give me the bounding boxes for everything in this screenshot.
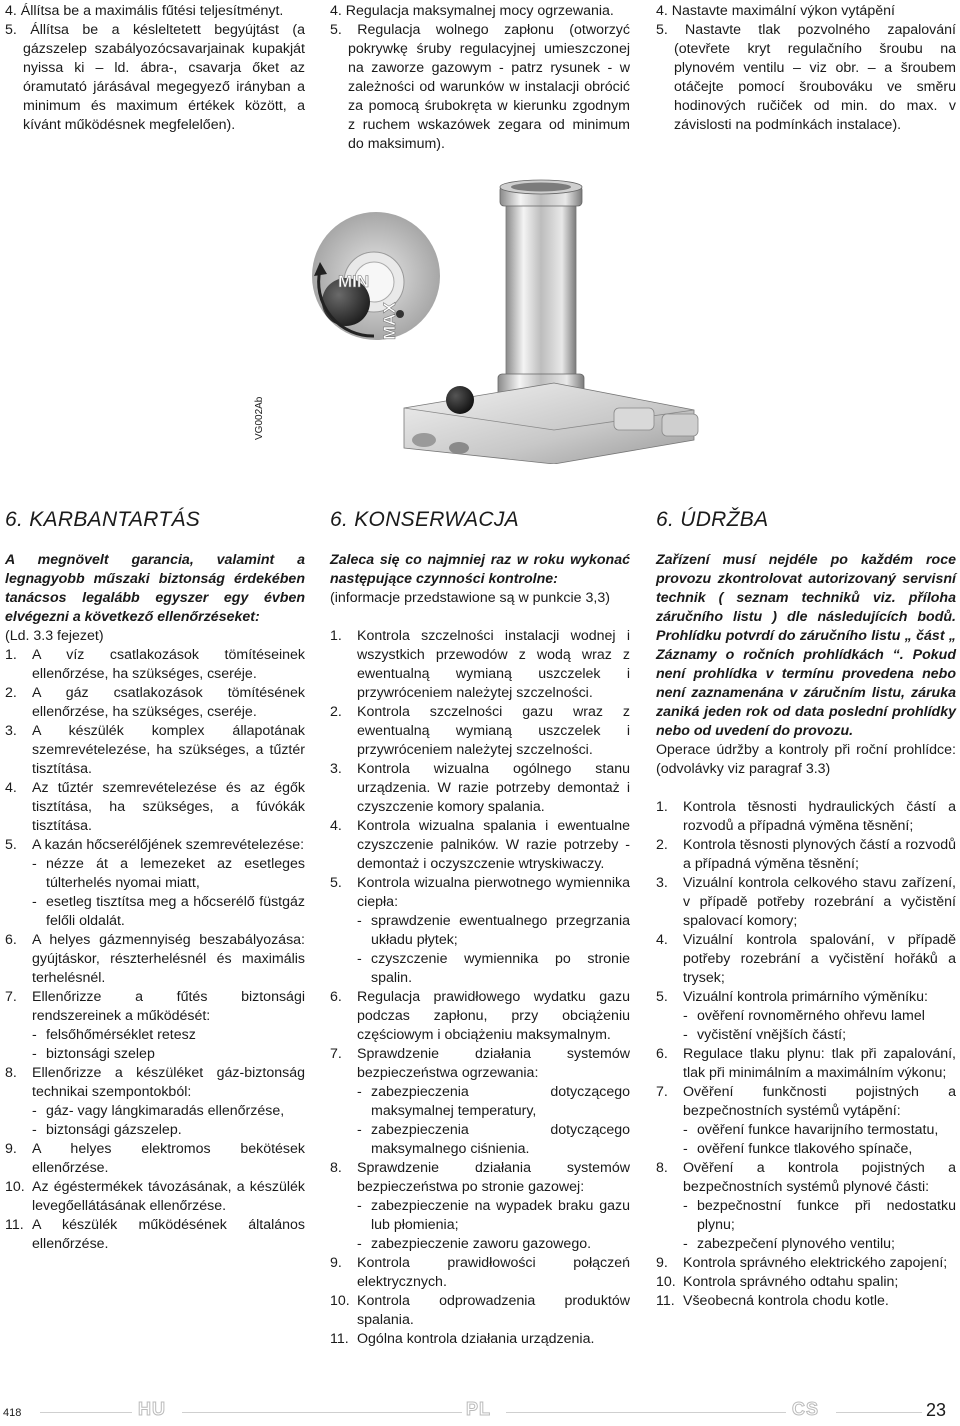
- item-number: 1.: [5, 647, 17, 663]
- hu-checklist: [5, 646, 305, 1254]
- item-text: Vizuální kontrola primárního výměníku:: [683, 989, 928, 1005]
- item-text: biztonsági szelep: [46, 1046, 155, 1062]
- item-number: 2.: [656, 837, 668, 853]
- item-text: ověření rovnoměrného ohřevu lamel: [697, 1008, 925, 1024]
- item-text: vyčistění vnějších částí;: [697, 1027, 847, 1043]
- hu-heading: 6. KARBANTARTÁS: [5, 508, 201, 531]
- pl-top-text: [330, 2, 630, 154]
- item-text: Ellenőrizze a fűtés biztonsági rendszereinek a működését:: [32, 989, 305, 1024]
- item-number: -: [357, 1084, 362, 1100]
- hu-top-step-4: 4. Állítsa be a maximális fűtési teljesítményt.: [5, 3, 284, 19]
- item-number: -: [357, 1122, 362, 1138]
- item-number: 9.: [656, 1255, 668, 1271]
- cs-checklist: [656, 798, 956, 1311]
- item-text: esetleg tisztítsa meg a hőcserélő füstgáz felőli oldalát.: [46, 894, 305, 929]
- pipe-shape: [506, 192, 576, 392]
- item-number: 4.: [330, 818, 342, 834]
- item-text: Kontrola szczelności gazu wraz z ewentualną wymianą uszczelek i przywróceniem należytej szczelności.: [357, 704, 630, 758]
- lang-code-cs: CS: [792, 1399, 820, 1419]
- item-number: -: [683, 1008, 688, 1024]
- pl-list-item: [330, 760, 630, 817]
- item-text: Regulace tlaku plynu: tlak při zapalování, tlak při minimálním a maximálním výkonu;: [683, 1046, 956, 1081]
- item-number: 8.: [5, 1065, 17, 1081]
- pl-reference: (informacje przedstawione są w punkcie 3,3): [330, 590, 610, 606]
- item-number: 7.: [656, 1084, 668, 1100]
- cs-list-item: [656, 1292, 956, 1311]
- item-number: 4.: [5, 780, 17, 796]
- cs-top-step-4: 4. Nastavte maximální výkon vytápění: [656, 3, 895, 19]
- hu-list-item: [5, 1216, 305, 1254]
- item-number: 7.: [5, 989, 17, 1005]
- pl-list-item: [330, 912, 630, 950]
- cs-list-item: [656, 988, 956, 1007]
- item-number: -: [32, 894, 37, 910]
- cs-list-item: [656, 798, 956, 836]
- hu-list-item: [5, 1064, 305, 1102]
- pl-list-item: [330, 627, 630, 703]
- item-text: Kontrola wizualna ogólnego stanu urządzenia. W razie potrzeby demontaż i czyszczenie komory spalania.: [357, 761, 630, 815]
- max-label: MAX: [380, 302, 399, 340]
- item-text: zabezpieczenie na wypadek braku gazu lub płomienia;: [371, 1198, 630, 1233]
- item-number: -: [357, 1236, 362, 1252]
- cs-maintenance-column: [656, 551, 956, 1311]
- hu-list-item: [5, 1121, 305, 1140]
- pl-list-item: [330, 988, 630, 1045]
- hu-list-item: [5, 931, 305, 988]
- item-text: A gáz csatlakozások tömítésének ellenőrzése, ha szükséges, cseréje.: [32, 685, 305, 720]
- item-text: Vizuální kontrola celkového stavu zařízení, v případě potřeby rozebrání a vyčistění spalovací komory;: [683, 875, 956, 929]
- page-number-right: 23: [925, 1400, 946, 1420]
- cs-list-item: [656, 1083, 956, 1121]
- pl-list-item: [330, 1292, 630, 1330]
- item-number: 5.: [5, 837, 17, 853]
- item-text: Kontrola správného odtahu spalin;: [683, 1274, 899, 1290]
- pl-list-item: [330, 874, 630, 912]
- hu-list-item: [5, 1102, 305, 1121]
- gas-valve-figure: [254, 178, 708, 464]
- hu-list-item: [5, 893, 305, 931]
- item-number: 3.: [5, 723, 17, 739]
- pl-top-step-5: 5. Regulacja wolnego zapłonu (otworzyć pokrywkę śruby regulacyjnej umieszczonej na zaworze gazowym - patrz rysunek - w zależności od warunków w instalacji obrócić za pomocą śrubokręta w kierunku zgodnym z ruchem wskazówek zegara od minimum do maksimum).: [330, 22, 630, 152]
- item-number: 11.: [656, 1293, 675, 1309]
- item-number: -: [683, 1141, 688, 1157]
- item-number: 2.: [5, 685, 17, 701]
- cs-list-item: [656, 1121, 956, 1140]
- item-number: 6.: [656, 1046, 668, 1062]
- item-text: Sprawdzenie działania systemów bezpieczeństwa ogrzewania:: [357, 1046, 630, 1081]
- item-number: 8.: [656, 1160, 668, 1176]
- item-text: Kontrola těsnosti plynových částí a rozvodů a případná výměna těsnění;: [683, 837, 956, 872]
- item-number: 11.: [330, 1331, 349, 1347]
- item-number: -: [357, 1198, 362, 1214]
- hu-list-item: [5, 646, 305, 684]
- item-text: Kontrola správného elektrického zapojení;: [683, 1255, 948, 1271]
- item-text: gáz- vagy lángkimaradás ellenőrzése,: [46, 1103, 285, 1119]
- cs-heading: 6. ÚDRŽBA: [656, 508, 769, 531]
- hu-list-item: [5, 855, 305, 893]
- pl-maintenance-column: [330, 551, 630, 1349]
- item-text: felsőhőmérséklet retesz: [46, 1027, 196, 1043]
- item-text: Kontrola szczelności instalacji wodnej i wszystkich przewodów z wodą wraz z ewentualną wymianą uszczelek i przywróceniem należytej szczelności.: [357, 628, 630, 701]
- hu-list-item: [5, 1026, 305, 1045]
- item-text: Kontrola wizualna pierwotnego wymiennika ciepła:: [357, 875, 630, 910]
- pl-heading: 6. KONSERWACJA: [330, 508, 519, 531]
- hu-list-item: [5, 988, 305, 1026]
- hu-list-item: [5, 684, 305, 722]
- cs-list-item: [656, 1140, 956, 1159]
- min-label: MIN: [338, 272, 370, 291]
- item-number: 4.: [656, 932, 668, 948]
- item-text: Kontrola těsnosti hydraulických částí a rozvodů a případná výměna těsnění;: [683, 799, 956, 834]
- pl-list-item: [330, 817, 630, 874]
- item-text: bezpečnostní funkce při nedostatku plynu;: [697, 1198, 956, 1233]
- item-text: zabezpieczenie zaworu gazowego.: [371, 1236, 592, 1252]
- item-number: -: [32, 856, 37, 872]
- item-number: -: [32, 1122, 37, 1138]
- hu-intro: A megnövelt garancia, valamint a legnagyobb műszaki biztonság érdekében tanácsos legalább egyszer egy évben elvégezni a következő ellenőrzéseket:: [5, 552, 305, 625]
- pl-list-item: [330, 1083, 630, 1121]
- hu-reference: (Ld. 3.3 fejezet): [5, 628, 104, 644]
- pl-checklist: [330, 627, 630, 1349]
- pl-list-item: [330, 1330, 630, 1349]
- item-number: 11.: [5, 1217, 24, 1233]
- item-number: 6.: [5, 932, 17, 948]
- pl-intro: Zaleca się co najmniej raz w roku wykonać następujące czynności kontrolne:: [330, 552, 630, 587]
- lang-code-hu: HU: [138, 1399, 166, 1419]
- item-text: Az tűztér szemrevételezése és az égők tisztítása, ha szükséges, a fúvókák tisztítása.: [32, 780, 305, 834]
- cs-top-step-5: 5. Nastavte tlak pozvolného zapalování (otevřete kryt regulačního šroubu na plynovém ventilu – viz obr. – a šroubem otáčejte pomocí šroubováku ve směru hodinových ručiček od min. do max. v závislosti na podmínkách instalace).: [656, 22, 956, 133]
- cs-intro: Zařízení musí nejdéle po každém roce provozu zkontrolovat autorizovaný servisní technik ( seznam techniků viz. příloha záručního listu ) dle následujících bodů. Prohlídku potvrdí do záručního listu „ část „ Záznamy o ročních prohlídkách “. Pokud není prohlídka v termínu provedena nebo není zaznamenána v záručním listu, záruka zaniká jeden rok od data poslední prohlídky nebo od uvedení do provozu.: [656, 552, 956, 739]
- item-text: Kontrola prawidłowości połączeń elektrycznych.: [357, 1255, 630, 1290]
- figure-code: VG002Ab: [254, 396, 265, 440]
- item-text: ověření funkce havarijního termostatu,: [697, 1122, 939, 1138]
- hu-top-step-5: 5. Állítsa be a késleltetett begyújtást (a gázszelep szabályozócsavarjainak kupakját nyissa ki – ld. ábra-, csavarja őket az óramutató járásával megegyező irányban a minimum és maximum értékek között, a kívánt működésnek megfelelően).: [5, 22, 305, 133]
- cs-list-item: [656, 1159, 956, 1197]
- hu-list-item: [5, 836, 305, 855]
- item-text: Všeobecná kontrola chodu kotle.: [683, 1293, 889, 1309]
- item-text: A helyes gázmennyiség beszabályozása: gyújtáskor, részterhelésnél és maximális terhelésnél.: [32, 932, 305, 986]
- item-number: 10.: [330, 1293, 350, 1309]
- item-number: 8.: [330, 1160, 342, 1176]
- item-text: Kontrola odprowadzenia produktów spalania.: [357, 1293, 630, 1328]
- cs-list-item: [656, 1007, 956, 1026]
- pl-top-step-4: 4. Regulacja maksymalnej mocy ogrzewania.: [330, 3, 614, 19]
- cs-list-item: [656, 874, 956, 931]
- cs-list-item: [656, 1235, 956, 1254]
- item-text: A készülék komplex állapotának szemrevételezése, ha szükséges, a tűztér tisztítása.: [32, 723, 305, 777]
- pl-list-item: [330, 1045, 630, 1083]
- item-text: A kazán hőcserélőjének szemrevételezése:: [32, 837, 305, 853]
- pl-list-item: [330, 1197, 630, 1235]
- hu-list-item: [5, 722, 305, 779]
- cs-list-item: [656, 1197, 956, 1235]
- item-number: 6.: [330, 989, 342, 1005]
- item-text: Ellenőrizze a készüléket gáz-biztonság technikai szempontokból:: [32, 1065, 305, 1100]
- hu-list-item: [5, 1045, 305, 1064]
- pl-list-item: [330, 1235, 630, 1254]
- item-text: ověření funkce tlakového spínače,: [697, 1141, 913, 1157]
- item-text: Regulacja prawidłowego wydatku gazu podczas zapłonu, przy obciążeniu częściowym i obciążeniu maksymalnym.: [357, 989, 630, 1043]
- item-number: -: [683, 1198, 688, 1214]
- item-text: A helyes elektromos bekötések ellenőrzése.: [32, 1141, 305, 1176]
- item-number: 10.: [5, 1179, 25, 1195]
- item-number: -: [683, 1236, 688, 1252]
- item-text: A készülék működésének általános ellenőrzése.: [32, 1217, 305, 1252]
- item-number: 2.: [330, 704, 342, 720]
- item-number: -: [683, 1122, 688, 1138]
- item-text: sprawdzenie ewentualnego przegrzania układu płytek;: [371, 913, 630, 948]
- pl-list-item: [330, 950, 630, 988]
- item-number: 10.: [656, 1274, 676, 1290]
- item-text: zabezpieczenia dotyczącego maksymalnej temperatury,: [371, 1084, 630, 1119]
- item-text: Ogólna kontrola działania urządzenia.: [357, 1331, 595, 1347]
- item-number: -: [357, 951, 362, 967]
- item-text: Kontrola wizualna spalania i ewentualne czyszczenie palników. W razie potrzeby - demontaż i oczyszczenie wtryskiwaczy.: [357, 818, 630, 872]
- item-text: biztonsági gázszelep.: [46, 1122, 182, 1138]
- hu-top-text: [5, 2, 305, 135]
- item-number: 1.: [656, 799, 668, 815]
- item-text: Ověření a kontrola pojistných a bezpečnostních systémů plynové části:: [683, 1160, 956, 1195]
- item-number: -: [683, 1027, 688, 1043]
- cs-list-item: [656, 1273, 956, 1292]
- item-text: nézze át a lemezeket az esetleges túlterhelés nyomai miatt,: [46, 856, 305, 891]
- item-number: -: [357, 913, 362, 929]
- item-number: -: [32, 1046, 37, 1062]
- page-number-left: 418: [3, 1407, 22, 1419]
- item-number: 1.: [330, 628, 342, 644]
- item-number: 3.: [656, 875, 668, 891]
- item-number: 7.: [330, 1046, 342, 1062]
- item-text: zabezpečení plynového ventilu;: [697, 1236, 895, 1252]
- item-number: -: [32, 1103, 37, 1119]
- pl-list-item: [330, 703, 630, 760]
- item-number: 5.: [330, 875, 342, 891]
- lang-code-pl: PL: [466, 1399, 492, 1419]
- item-number: 3.: [330, 761, 342, 777]
- cs-top-text: [656, 2, 956, 135]
- item-number: -: [32, 1027, 37, 1043]
- cs-list-item: [656, 836, 956, 874]
- item-text: czyszczenie wymiennika po stronie spalin.: [371, 951, 630, 986]
- item-text: Ověření funkčnosti pojistných a bezpečnostních systémů vytápění:: [683, 1084, 956, 1119]
- item-number: 9.: [330, 1255, 342, 1271]
- item-text: Sprawdzenie działania systemów bezpieczeństwa po stronie gazowej:: [357, 1160, 630, 1195]
- item-text: A víz csatlakozások tömítéseinek ellenőrzése, ha szükséges, cseréje.: [32, 647, 305, 682]
- hu-list-item: [5, 1140, 305, 1178]
- cs-list-item: [656, 931, 956, 988]
- pl-list-item: [330, 1159, 630, 1197]
- cs-reference: Operace údržby a kontroly při roční prohlídce: (odvolávky viz paragraf 3.3): [656, 742, 956, 777]
- item-text: Az égéstermékek távozásának, a készülék levegőellátásának ellenőrzése.: [32, 1179, 305, 1214]
- cs-list-item: [656, 1026, 956, 1045]
- pl-list-item: [330, 1254, 630, 1292]
- cs-list-item: [656, 1254, 956, 1273]
- item-number: 5.: [656, 989, 668, 1005]
- item-text: Vizuální kontrola spalování, v případě potřeby rozebrání a vyčistění hořáků a trysek;: [683, 932, 956, 986]
- hu-maintenance-column: [5, 551, 305, 1254]
- adjust-knob-shape: [446, 386, 474, 414]
- hu-list-item: [5, 1178, 305, 1216]
- cs-list-item: [656, 1045, 956, 1083]
- hu-list-item: [5, 779, 305, 836]
- pl-list-item: [330, 1121, 630, 1159]
- item-text: zabezpieczenia dotyczącego maksymalnego ciśnienia.: [371, 1122, 630, 1157]
- item-number: 9.: [5, 1141, 17, 1157]
